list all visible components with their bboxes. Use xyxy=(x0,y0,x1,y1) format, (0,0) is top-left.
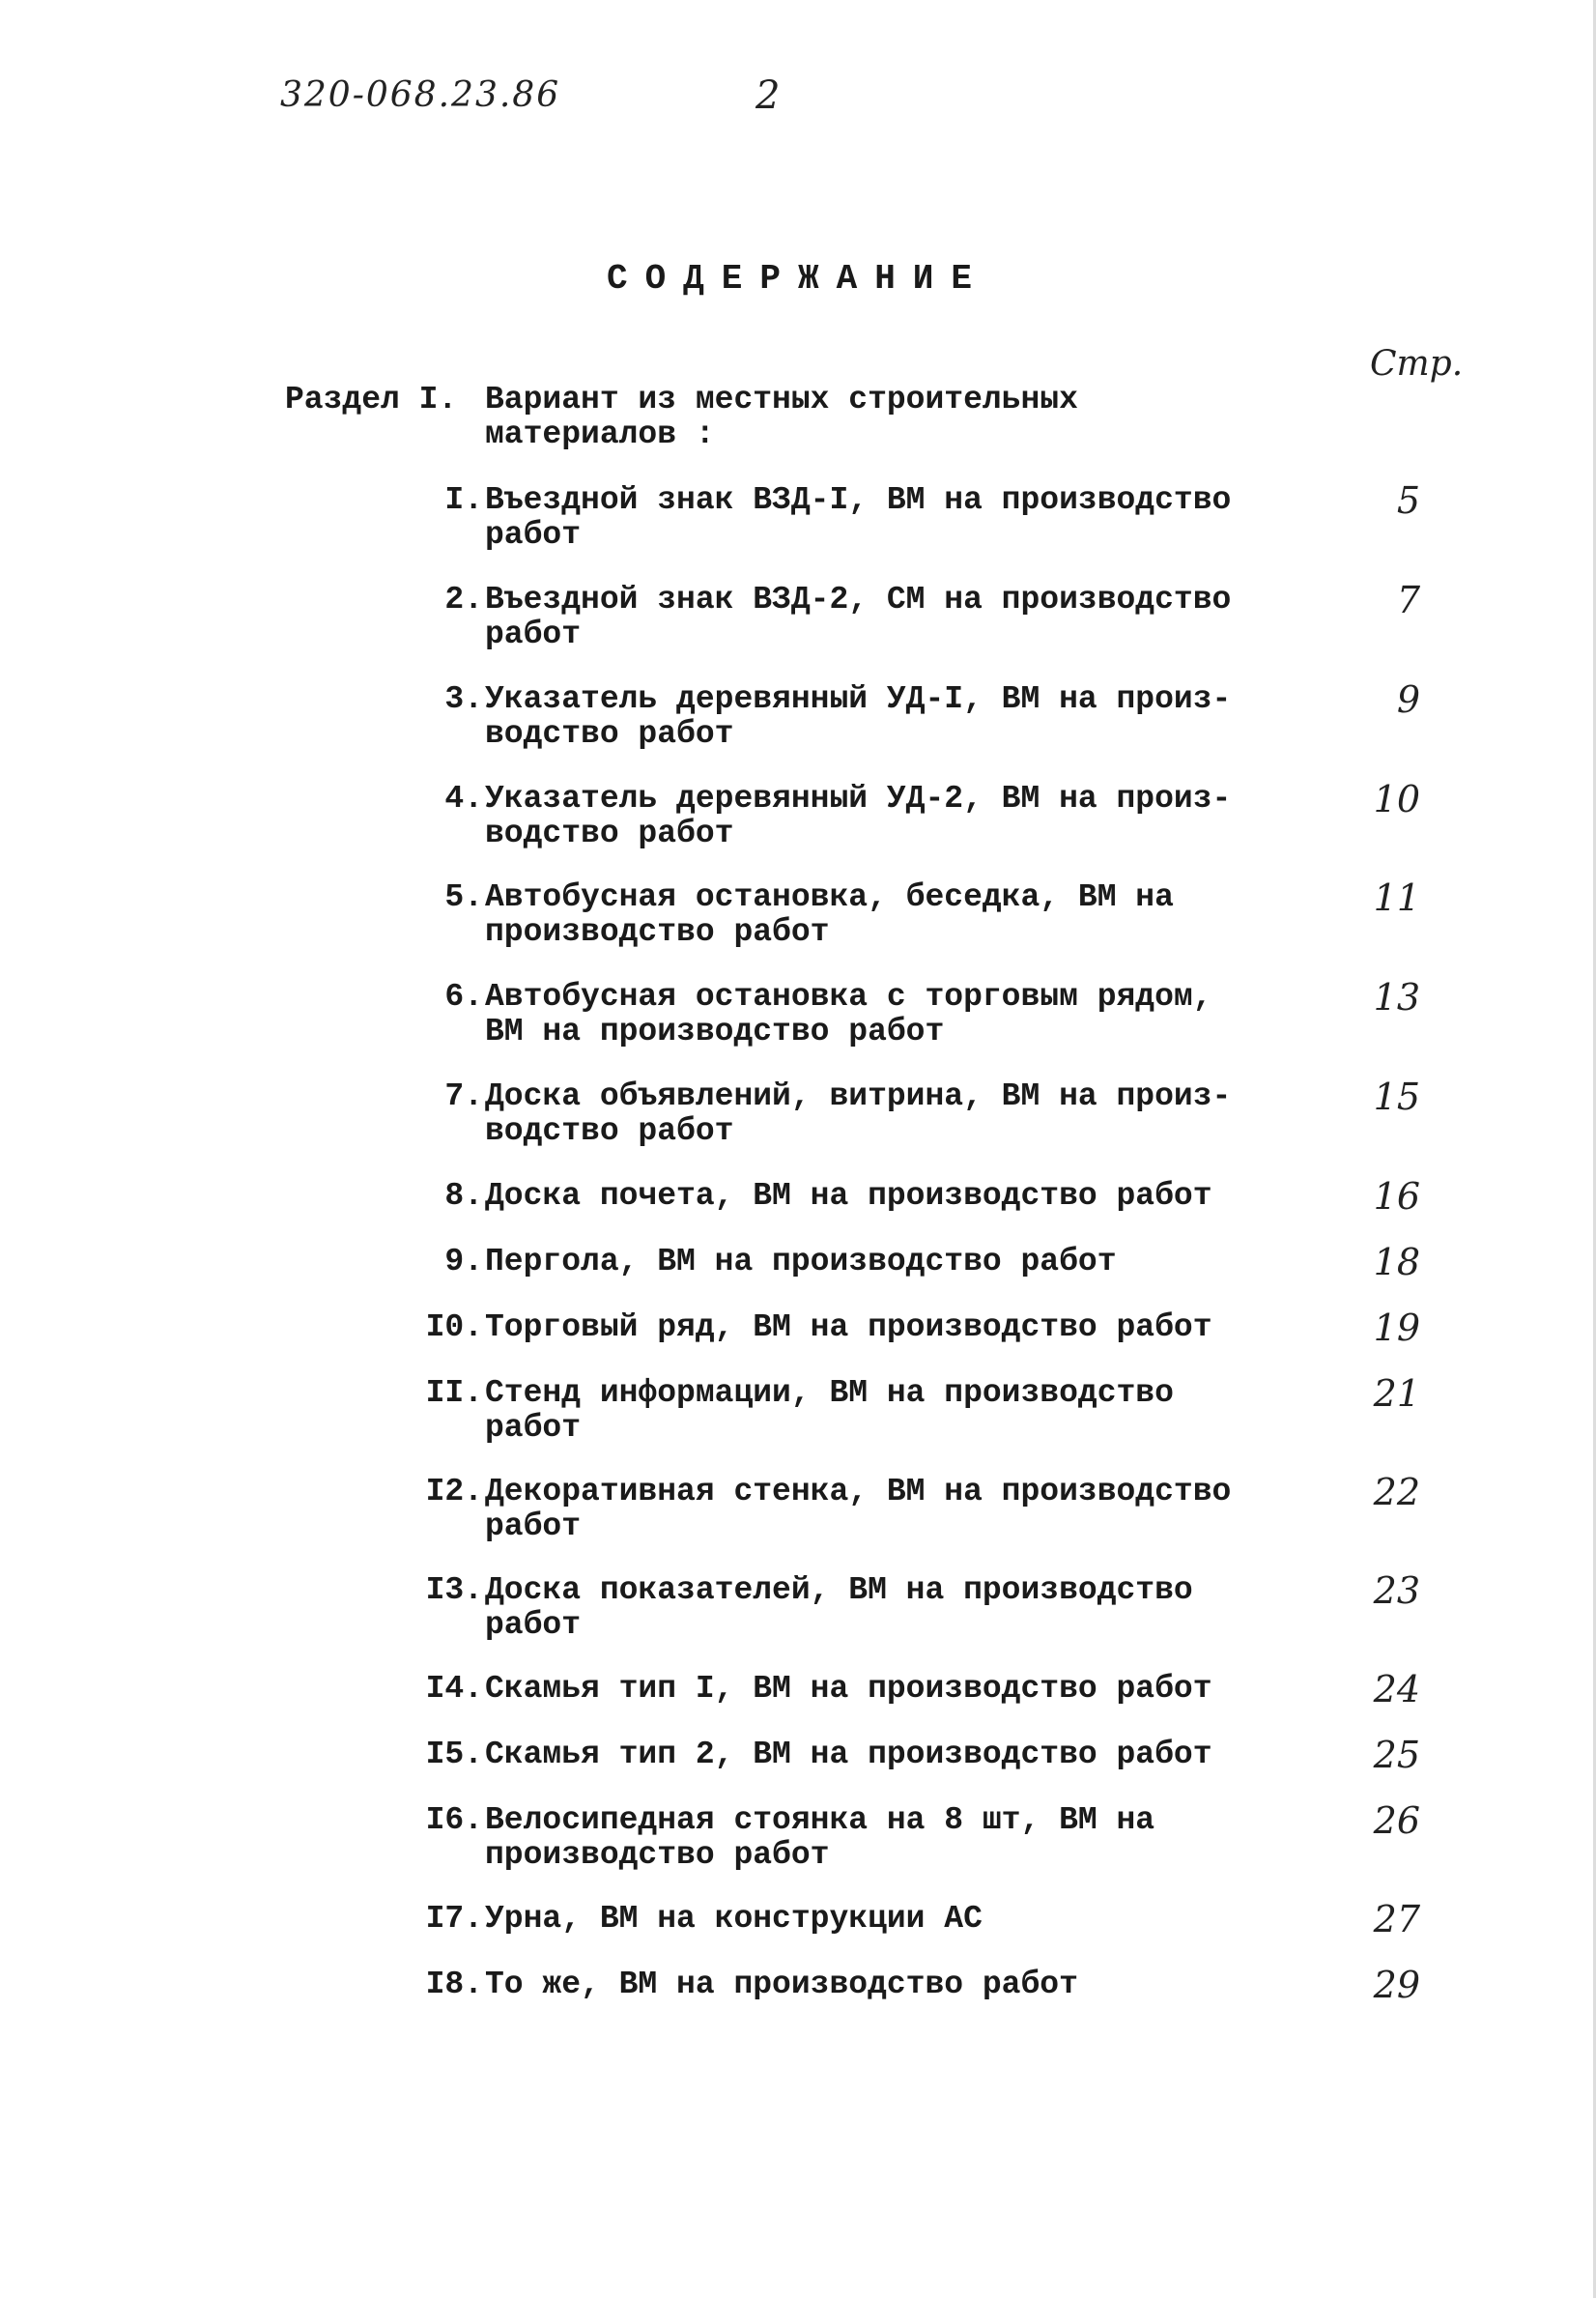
entry-title: Доска почета, ВМ на производство работ xyxy=(485,1178,1212,1214)
entry-number: I0. xyxy=(425,1309,483,1345)
entry-number: 9. xyxy=(444,1244,483,1279)
entry-number: I7. xyxy=(425,1901,483,1937)
entry-page: 29 xyxy=(1373,1964,1420,2006)
entry-page: 18 xyxy=(1373,1241,1420,1283)
entry-page: 25 xyxy=(1373,1734,1420,1776)
entry-number: II. xyxy=(425,1375,483,1411)
entry-number: 4. xyxy=(444,781,483,817)
entry-page: 16 xyxy=(1373,1175,1420,1218)
page-title: СОДЕРЖАНИЕ xyxy=(606,259,990,299)
entry-title: Урна, ВМ на конструкции АС xyxy=(485,1901,983,1937)
entry-page: 21 xyxy=(1373,1372,1420,1415)
entry-title: Декоративная стенка, ВМ на производство работ xyxy=(485,1474,1232,1544)
entry-page: 23 xyxy=(1373,1569,1420,1612)
entry-title: Автобусная остановка с торговым рядом, ВМ на производство работ xyxy=(485,979,1212,1049)
entry-title: Пергола, ВМ на производство работ xyxy=(485,1244,1117,1279)
entry-page: 19 xyxy=(1373,1307,1420,1349)
entry-title: Въездной знак ВЗД-2, СМ на производство работ xyxy=(485,582,1232,652)
entry-number: I4. xyxy=(425,1671,483,1707)
entry-title: Велосипедная стоянка на 8 шт, ВМ на производство работ xyxy=(485,1802,1155,1873)
entry-page: 5 xyxy=(1396,479,1420,522)
entry-title: Автобусная остановка, беседка, ВМ на производство работ xyxy=(485,879,1174,950)
entry-number: I8. xyxy=(425,1967,483,2002)
entry-number: 7. xyxy=(444,1078,483,1114)
page-number: 2 xyxy=(755,73,781,118)
entry-page: 22 xyxy=(1373,1471,1420,1513)
entry-title: Указатель деревянный УД-I, ВМ на произ- водство работ xyxy=(485,681,1232,752)
entry-title: Указатель деревянный УД-2, ВМ на произ- водство работ xyxy=(485,781,1232,851)
entry-number: 2. xyxy=(444,582,483,618)
entry-number: 5. xyxy=(444,879,483,915)
entry-title: Доска объявлений, витрина, ВМ на произ- водство работ xyxy=(485,1078,1232,1149)
entry-page: 26 xyxy=(1373,1799,1420,1842)
entry-page: 24 xyxy=(1373,1668,1420,1710)
document-code: 320-068.23.86 xyxy=(280,75,561,115)
entry-title: Скамья тип 2, ВМ на производство работ xyxy=(485,1737,1212,1772)
entry-page: 10 xyxy=(1373,778,1420,820)
entry-page: 27 xyxy=(1373,1898,1420,1940)
entry-page: 15 xyxy=(1373,1076,1420,1118)
page-column-label: Стр. xyxy=(1370,344,1464,384)
entry-title: Скамья тип I, ВМ на производство работ xyxy=(485,1671,1212,1707)
entry-number: 8. xyxy=(444,1178,483,1214)
entry-number: 3. xyxy=(444,681,483,717)
entry-number: I. xyxy=(444,482,483,518)
entry-number: I3. xyxy=(425,1572,483,1608)
entry-page: 13 xyxy=(1373,976,1420,1019)
entry-number: I2. xyxy=(425,1474,483,1509)
section-label: Раздел I. xyxy=(285,382,458,417)
entry-title: То же, ВМ на производство работ xyxy=(485,1967,1078,2002)
entry-number: I6. xyxy=(425,1802,483,1838)
entry-title: Стенд информации, ВМ на производство работ xyxy=(485,1375,1174,1446)
section-heading xyxy=(285,382,1078,452)
entry-title: Въездной знак ВЗД-I, ВМ на производство работ xyxy=(485,482,1232,553)
section-text: Вариант из местных строительных материалов : xyxy=(485,382,1078,452)
entry-title: Доска показателей, ВМ на производство работ xyxy=(485,1572,1193,1643)
entry-page: 7 xyxy=(1396,579,1420,621)
entry-page: 11 xyxy=(1373,876,1420,919)
entry-page: 9 xyxy=(1396,678,1420,721)
entry-number: I5. xyxy=(425,1737,483,1772)
entry-title: Торговый ряд, ВМ на производство работ xyxy=(485,1309,1212,1345)
entry-number: 6. xyxy=(444,979,483,1015)
